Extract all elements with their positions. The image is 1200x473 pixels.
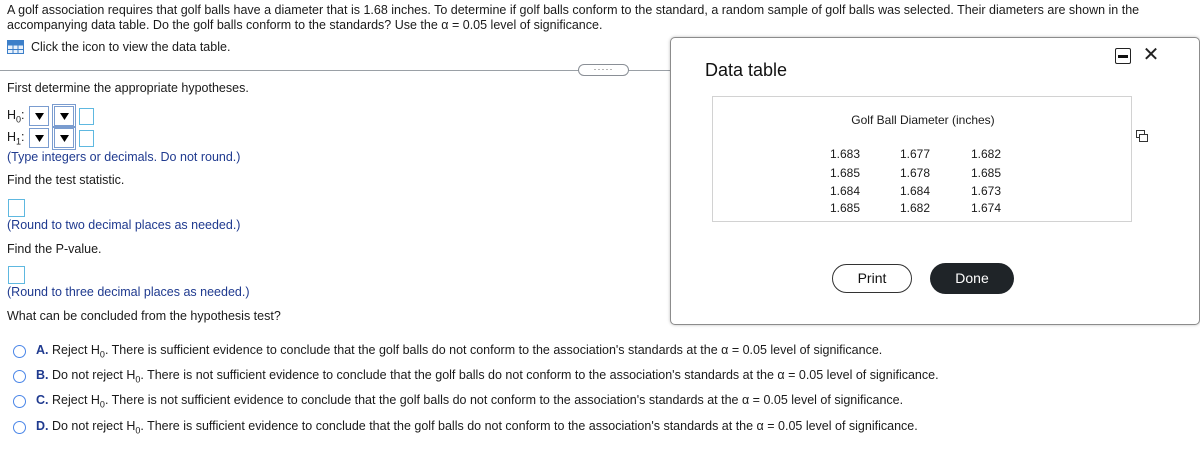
step-p-value: Find the P-value. [7, 242, 102, 256]
h0-row [7, 104, 94, 128]
radio-d[interactable] [13, 421, 26, 434]
minimize-icon [1118, 55, 1128, 58]
radio-c[interactable] [13, 395, 26, 408]
table-icon[interactable] [7, 40, 24, 54]
option-d-text: D. Do not reject $H_0$. There is sufficient evidence to conclude that the golf balls do not conform to the association's standards at the α = 0.05 level of significance. [36, 419, 918, 436]
h1-row [7, 126, 94, 150]
h1-value-input[interactable] [79, 130, 94, 147]
dialog-title: Data table [705, 60, 788, 80]
step-conclusion: What can be concluded from the hypothesis test? [7, 309, 281, 323]
table-cell: 1.685 [830, 201, 861, 215]
table-cell: 1.678 [900, 166, 931, 180]
h0-label: $H_0$: [7, 107, 25, 125]
test-statistic-input[interactable] [8, 199, 25, 217]
table-cell: 1.685 [971, 166, 1002, 180]
table-cell: 1.684 [830, 184, 861, 198]
data-panel [712, 96, 1132, 222]
h0-value-input[interactable] [79, 108, 94, 125]
data-table-dialog [670, 37, 1200, 325]
table-cell: 1.673 [971, 184, 1002, 198]
radio-a[interactable] [13, 345, 26, 358]
table-cell: 1.677 [900, 147, 931, 161]
h0-operator-wrap [52, 104, 76, 128]
table-link-label[interactable]: Click the icon to view the data table. [31, 40, 231, 54]
expand-button[interactable]: ····· [578, 64, 629, 76]
step-hypotheses: First determine the appropriate hypotheses. [7, 81, 249, 95]
table-cell: 1.682 [971, 147, 1002, 161]
h1-operator-dropdown[interactable] [54, 128, 74, 148]
h1-label: $H_1$: [7, 129, 25, 147]
done-button[interactable]: Done [930, 263, 1014, 294]
dropdown-arrow-icon [60, 112, 69, 121]
option-a-text: A. Reject $H_0$. There is sufficient evidence to conclude that the golf balls do not conform to the association's standards at the α = 0.05 level of significance. [36, 343, 883, 360]
hint-two-decimals: (Round to two decimal places as needed.) [7, 218, 241, 232]
dropdown-arrow-icon [35, 134, 44, 143]
hint-integers: (Type integers or decimals. Do not round.) [7, 150, 241, 164]
h1-parameter-dropdown[interactable] [29, 128, 49, 148]
hint-three-decimals: (Round to three decimal places as needed.) [7, 285, 250, 299]
table-cell: 1.674 [971, 201, 1002, 215]
view-data-table-link[interactable] [7, 40, 230, 54]
option-c[interactable] [13, 393, 903, 410]
option-b[interactable] [13, 368, 939, 385]
table-cell: 1.682 [900, 201, 931, 215]
h0-parameter-dropdown[interactable] [29, 106, 49, 126]
option-b-text: B. Do not reject $H_0$. There is not sufficient evidence to conclude that the golf balls do not conform to the association's standards at the α = 0.05 level of significance. [36, 368, 939, 385]
table-header: Golf Ball Diameter (inches) [851, 113, 995, 127]
step-test-statistic: Find the test statistic. [7, 173, 125, 187]
copy-icon[interactable] [1136, 130, 1148, 142]
option-a[interactable] [13, 343, 882, 360]
dropdown-arrow-icon [60, 134, 69, 143]
table-cell: 1.685 [830, 166, 861, 180]
table-cell: 1.683 [830, 147, 861, 161]
option-d[interactable] [13, 419, 918, 436]
h1-operator-wrap [52, 126, 76, 150]
radio-b[interactable] [13, 370, 26, 383]
question-intro: A golf association requires that golf balls have a diameter that is 1.68 inches. To determine if golf balls conform to the standard, a random sample of golf balls was selected. Their diameters are shown in the accompanying data table. Do the golf balls conform to the standards? Use the α = 0.05 level of significance. [7, 3, 1140, 32]
dropdown-arrow-icon [35, 112, 44, 121]
p-value-input[interactable] [8, 266, 25, 284]
h0-operator-dropdown[interactable] [54, 106, 74, 126]
minimize-button[interactable] [1115, 48, 1131, 64]
print-button[interactable]: Print [832, 264, 912, 293]
table-cell: 1.684 [900, 184, 931, 198]
close-button[interactable]: ✕ [1142, 44, 1160, 66]
option-c-text: C. Reject $H_0$. There is not sufficient evidence to conclude that the golf balls do not conform to the association's standards at the α = 0.05 level of significance. [36, 393, 904, 410]
